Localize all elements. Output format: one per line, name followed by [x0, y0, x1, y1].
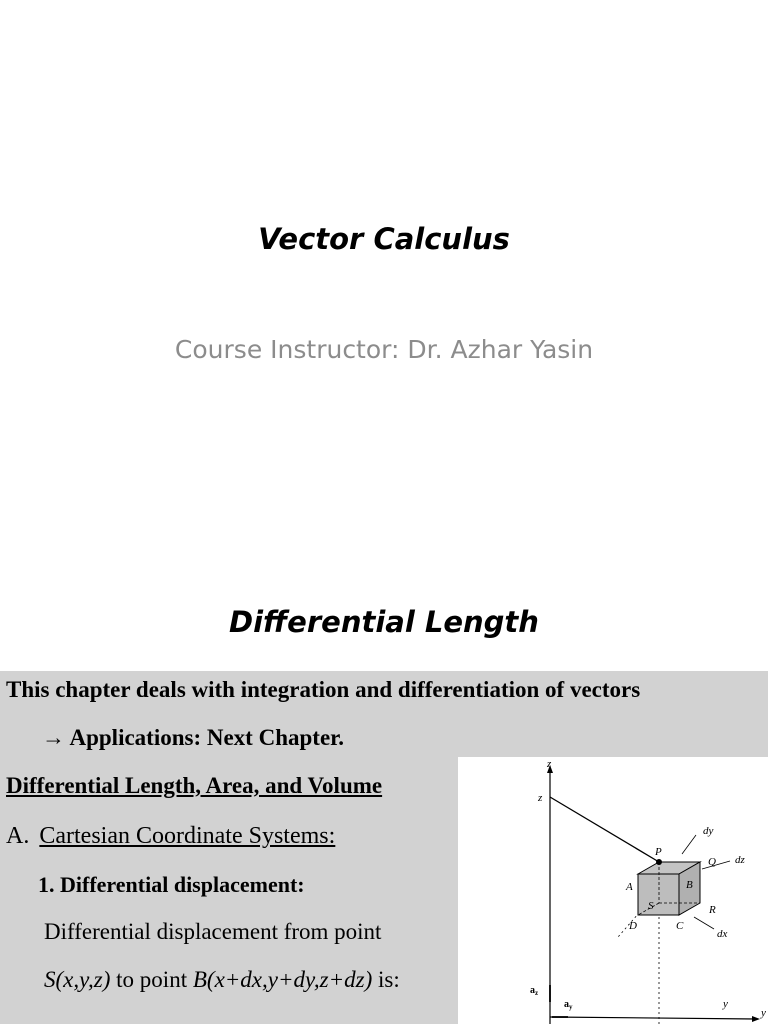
label-c: C: [676, 920, 684, 932]
y-axis: [550, 1017, 756, 1019]
y-axis-label: y: [761, 1007, 766, 1019]
body-line: Differential displacement from point: [44, 919, 382, 944]
z-mark-label: z: [538, 792, 543, 804]
cube-front-face: [638, 874, 679, 915]
formula-line: [44, 967, 400, 993]
label-dx: dx: [717, 928, 728, 940]
section-title: Differential Length: [229, 605, 539, 639]
label-az-sub: z: [535, 989, 539, 997]
subsection-prefix: A.: [6, 823, 30, 849]
label-r: R: [709, 904, 716, 916]
z-to-p-line: [550, 797, 659, 862]
label-az-base: a: [530, 985, 535, 996]
label-d: D: [629, 920, 637, 932]
intro-line: This chapter deals with integration and differentiation of vectors: [6, 677, 641, 702]
subsection-text: Cartesian Coordinate Systems:: [39, 823, 336, 849]
label-q: Q: [708, 856, 716, 868]
label-ay-base: a: [564, 999, 569, 1010]
label-a: A: [626, 881, 633, 893]
label-p: P: [655, 846, 662, 858]
point-b-args: (x+dx,y+dy,z+dz): [206, 967, 373, 992]
z-axis-label: z: [547, 758, 552, 770]
label-dy: dy: [703, 825, 714, 837]
label-ay: [564, 999, 573, 1011]
slide-title: Vector Calculus: [258, 222, 510, 256]
point-b: B: [192, 967, 207, 992]
point-s-args: (x,y,z): [55, 967, 111, 992]
item-heading: 1. Differential displacement:: [38, 872, 305, 897]
point-s: S: [44, 967, 56, 992]
label-ay-sub: y: [569, 1003, 573, 1011]
label-s: S: [648, 900, 654, 912]
section-heading: Differential Length, Area, and Volume: [6, 773, 383, 798]
point-p-dot: [656, 859, 662, 865]
slide-subtitle: Course Instructor: Dr. Azhar Yasin: [174, 335, 594, 364]
label-dz: dz: [735, 854, 745, 866]
cube-diagram: [458, 757, 768, 1024]
dz-leader: [702, 861, 730, 869]
y-mark-label: y: [723, 998, 728, 1010]
cube-figure: [458, 757, 768, 1024]
formula-mid: to point: [110, 967, 193, 992]
applications-line: → Applications: Next Chapter.: [42, 725, 344, 750]
subsection-heading: [6, 823, 335, 850]
dx-leader: [694, 917, 714, 929]
content-panel: [0, 671, 768, 1024]
formula-end: is:: [372, 967, 400, 992]
dy-leader: [682, 835, 696, 854]
label-az: [530, 985, 538, 997]
label-b: B: [686, 879, 693, 891]
y-axis-arrow: [752, 1016, 760, 1022]
